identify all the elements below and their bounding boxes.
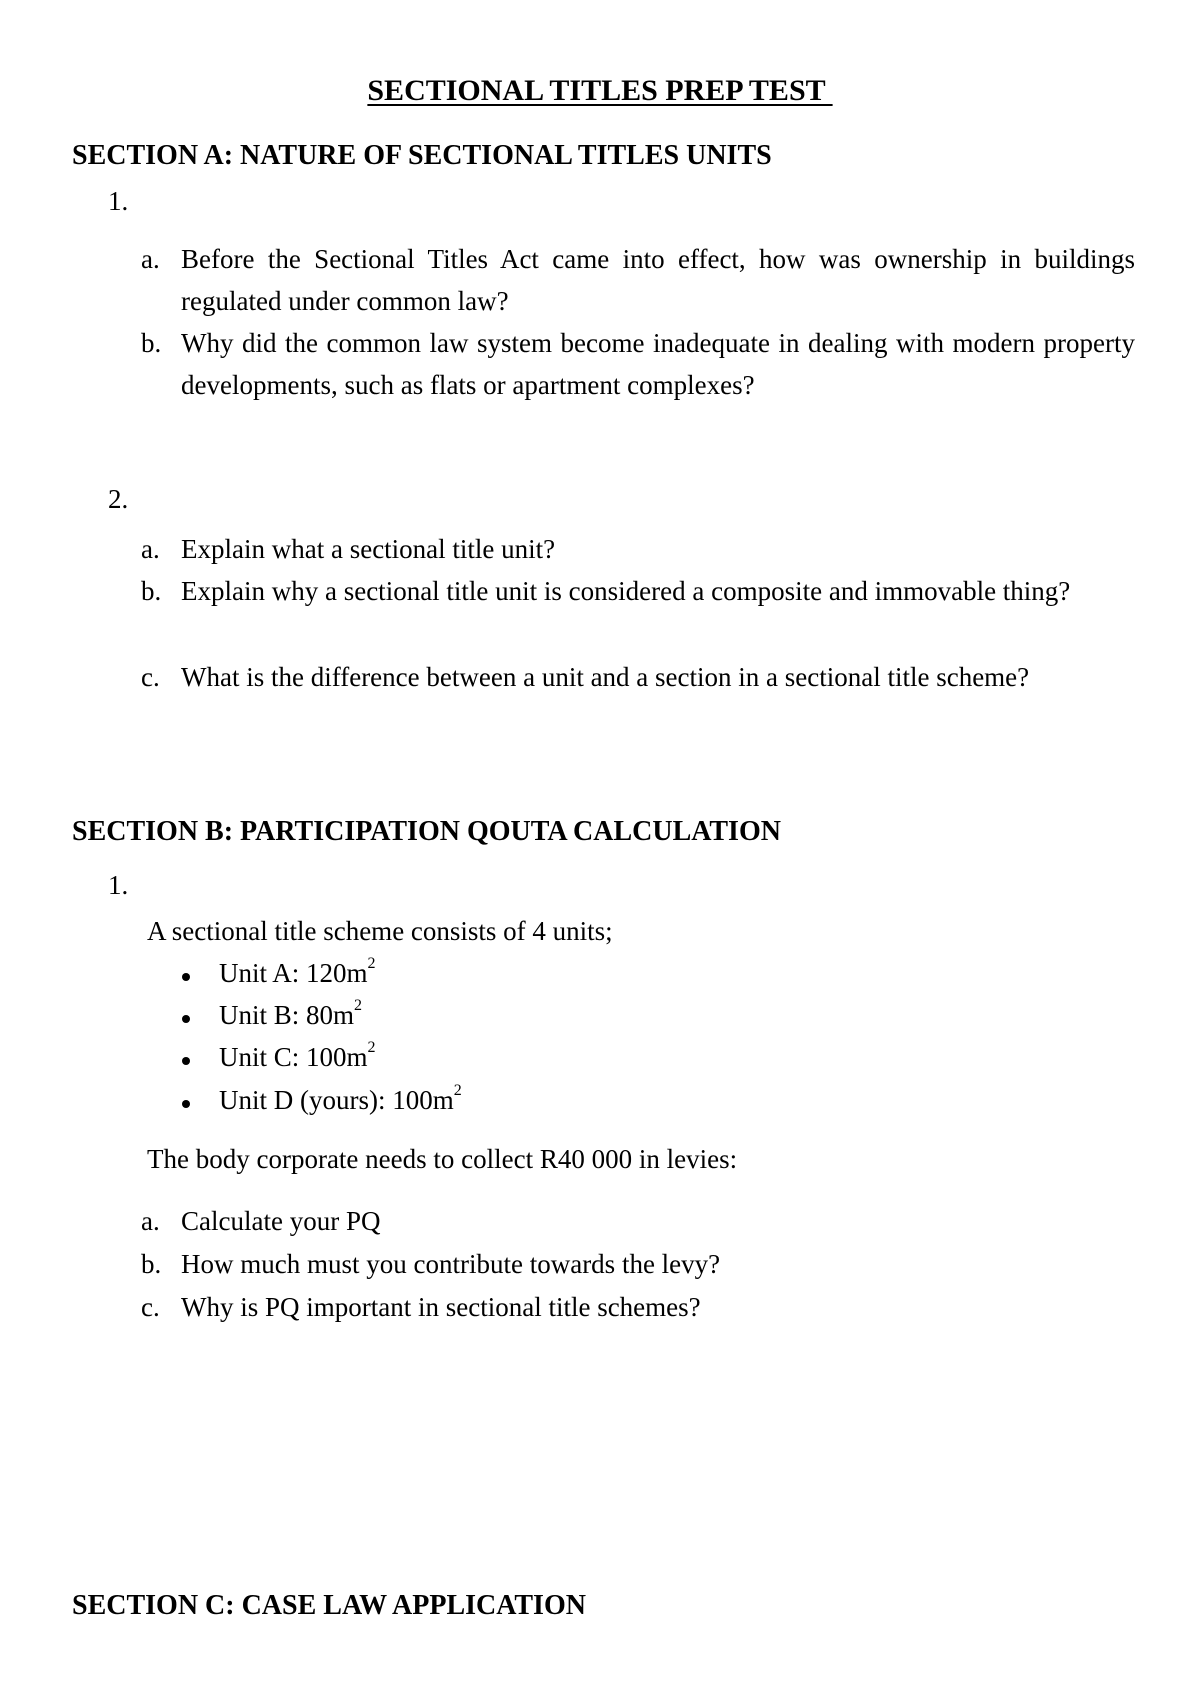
section-a-question-1-number: 1. bbox=[108, 186, 129, 216]
item-label: b. bbox=[141, 328, 162, 358]
section-b-item-a bbox=[141, 1200, 1135, 1242]
section-a-question-2-number: 2. bbox=[108, 484, 129, 514]
item-text: Explain what a sectional title unit? bbox=[181, 534, 556, 564]
unit-d-superscript: 2 bbox=[453, 1082, 462, 1099]
section-b-item-b bbox=[141, 1243, 1135, 1285]
section-b-heading: SECTION B: PARTICIPATION QOUTA CALCULATION bbox=[72, 816, 781, 847]
item-text: Explain why a sectional title unit is considered a composite and immovable thing? bbox=[181, 576, 1071, 606]
item-text: What is the difference between a unit and a section in a sectional title scheme? bbox=[181, 662, 1030, 692]
unit-c-bullet bbox=[182, 1039, 376, 1073]
section-a-q2-item-c bbox=[141, 656, 1135, 698]
section-b-item-c bbox=[141, 1286, 1135, 1328]
section-a-q1-item-a bbox=[141, 238, 1135, 322]
section-a-q2-item-b bbox=[141, 570, 1135, 612]
section-b-question-1-number: 1. bbox=[108, 870, 129, 900]
item-label: c. bbox=[141, 1292, 160, 1322]
page-title: SECTIONAL TITLES PREP TEST bbox=[367, 74, 833, 107]
unit-a-text: Unit A: 120m bbox=[219, 958, 368, 988]
item-label: c. bbox=[141, 662, 160, 692]
bullet-dot-icon bbox=[182, 1015, 190, 1023]
unit-d-text: Unit D (yours): 100m bbox=[219, 1085, 454, 1115]
item-label: a. bbox=[141, 244, 160, 274]
item-text: Why is PQ important in sectional title schemes? bbox=[181, 1292, 701, 1322]
bullet-dot-icon bbox=[182, 973, 190, 981]
unit-b-text: Unit B: 80m bbox=[219, 1000, 355, 1030]
item-label: b. bbox=[141, 1249, 162, 1279]
section-a-q1-item-b bbox=[141, 322, 1135, 406]
section-a-heading: SECTION A: NATURE OF SECTIONAL TITLES UNITS bbox=[72, 140, 772, 171]
unit-b-bullet bbox=[182, 997, 363, 1031]
section-b-levy-statement: The body corporate needs to collect R40 000 in levies: bbox=[147, 1144, 738, 1174]
item-label: a. bbox=[141, 534, 160, 564]
unit-c-text: Unit C: 100m bbox=[219, 1042, 368, 1072]
item-label: b. bbox=[141, 576, 162, 606]
item-text: Before the Sectional Titles Act came into effect, how was ownership in buildings regulated under common law? bbox=[181, 244, 1135, 316]
item-text: Why did the common law system become inadequate in dealing with modern property developments, such as flats or apartment complexes? bbox=[181, 328, 1135, 400]
unit-a-superscript: 2 bbox=[367, 955, 376, 972]
bullet-dot-icon bbox=[182, 1100, 190, 1108]
section-b-intro: A sectional title scheme consists of 4 units; bbox=[147, 916, 613, 946]
unit-d-bullet bbox=[182, 1082, 462, 1116]
unit-b-superscript: 2 bbox=[354, 997, 363, 1014]
unit-c-superscript: 2 bbox=[367, 1039, 376, 1056]
item-label: a. bbox=[141, 1206, 160, 1236]
item-text: Calculate your PQ bbox=[181, 1206, 381, 1236]
unit-a-bullet bbox=[182, 955, 376, 989]
item-text: How much must you contribute towards the levy? bbox=[181, 1249, 721, 1279]
section-c-heading: SECTION C: CASE LAW APPLICATION bbox=[72, 1590, 586, 1621]
bullet-dot-icon bbox=[182, 1057, 190, 1065]
section-a-q2-item-a bbox=[141, 528, 1135, 570]
